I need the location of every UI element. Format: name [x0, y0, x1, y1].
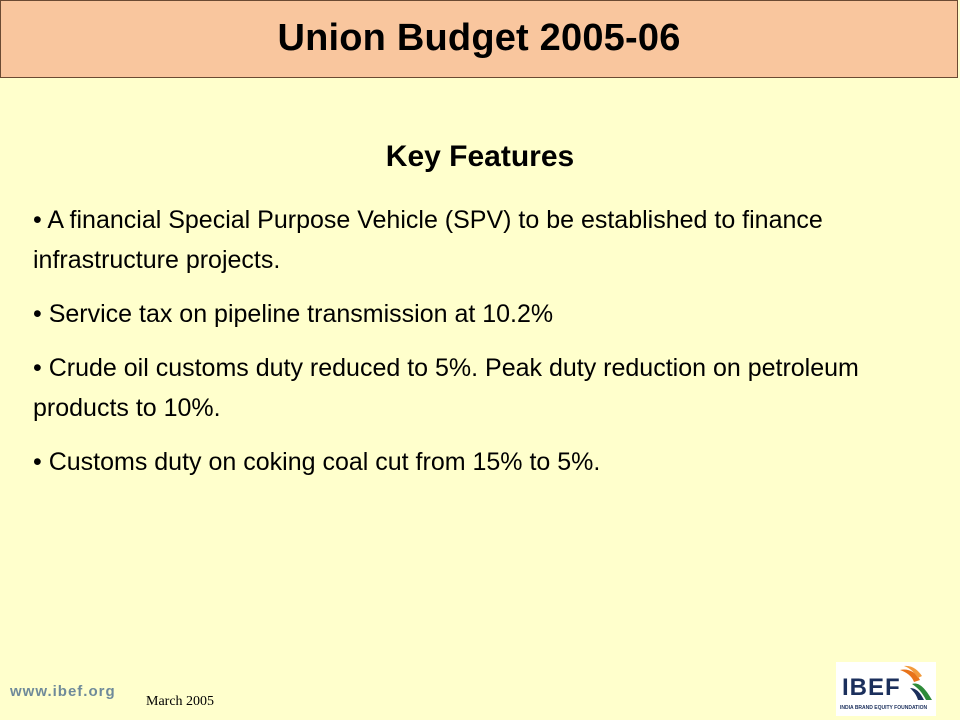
footer-date: March 2005 [146, 694, 215, 709]
bullet-item: • Crude oil customs duty reduced to 5%. Peak duty reduction on petroleum products to 10%. [33, 354, 859, 422]
bullet-list [33, 200, 913, 496]
section-heading: Key Features [385, 140, 575, 173]
ibef-logo-tagline: INDIA BRAND EQUITY FOUNDATION [840, 705, 928, 711]
ibef-logo-text: IBEF [842, 674, 901, 701]
bullet-item: • Customs duty on coking coal cut from 15% to 5%. [33, 448, 601, 476]
slide-title: Union Budget 2005-06 [277, 16, 681, 59]
bullet-item: • A financial Special Purpose Vehicle (SPV) to be established to finance infrastructure projects. [33, 206, 823, 274]
title-bar [0, 0, 958, 78]
bird-icon [898, 664, 934, 704]
bullet-item: • Service tax on pipeline transmission at 10.2% [33, 300, 554, 328]
website-logo: www.ibef.org [10, 683, 116, 700]
ibef-logo [836, 662, 936, 716]
